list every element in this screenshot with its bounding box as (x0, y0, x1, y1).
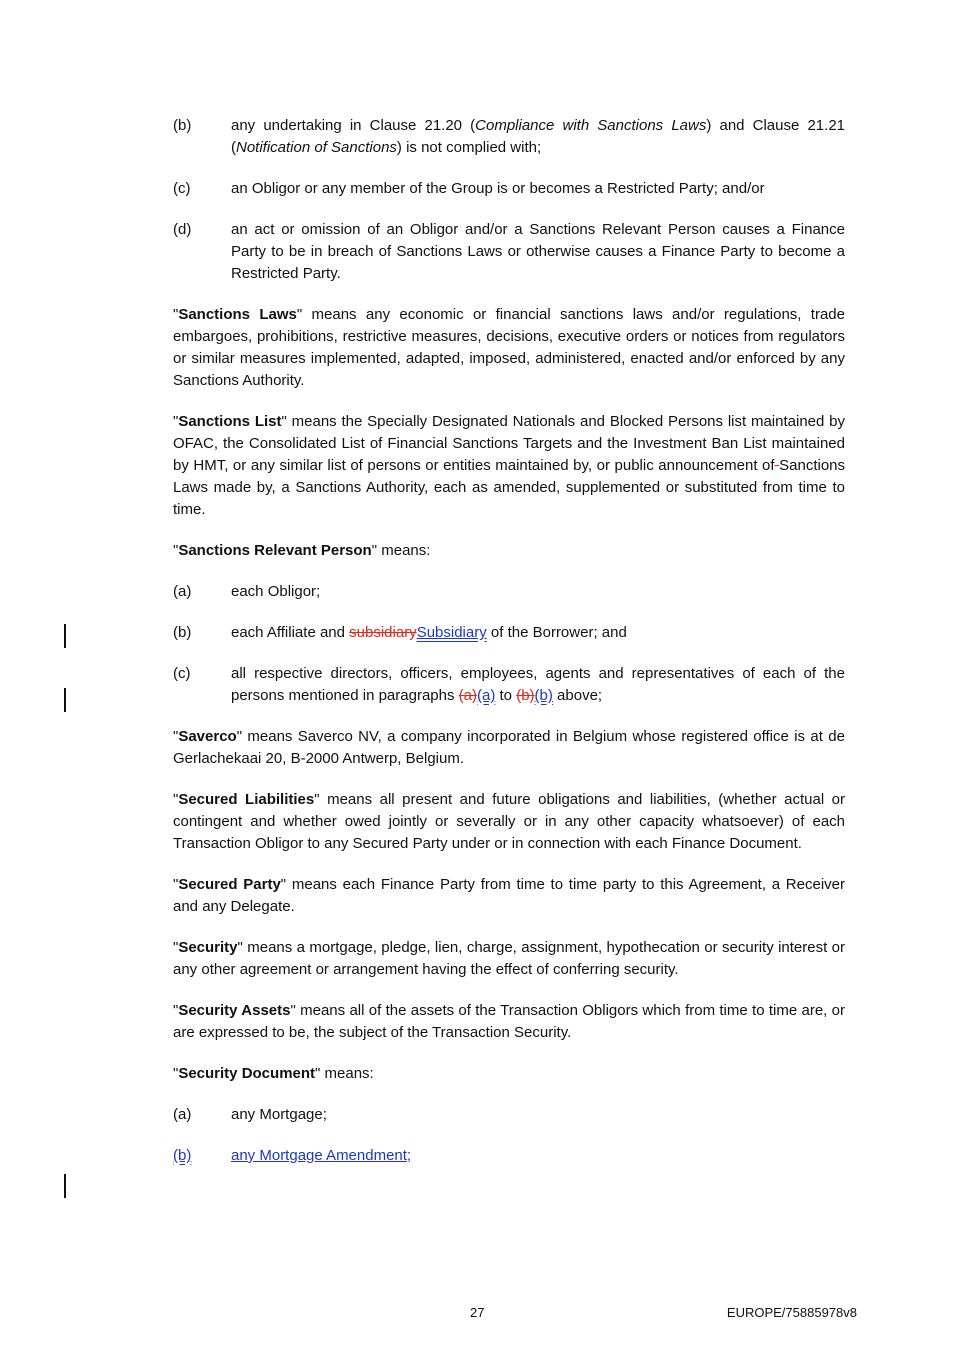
list-item: (b) any undertaking in Clause 21.20 (Compliance with Sanctions Laws) and Clause 21.21 (Notification of Sanctions) is not complied with; (173, 117, 845, 156)
list-item: (c) all respective directors, officers, employees, agents and representatives of each of the persons mentioned in paragraphs (a)(a) to (b)(b) above; (173, 665, 845, 704)
defined-term: Sanctions Relevant Person (178, 542, 372, 559)
defined-term: Security (178, 939, 238, 956)
definition-security: "Security" means a mortgage, pledge, lien, charge, assignment, hypothecation or security interest or any other agreement or arrangement having the effect of conferring security. (173, 939, 845, 978)
document-body (173, 115, 845, 1186)
list-item: (b) each Affiliate and subsidiarySubsidiary of the Borrower; and (173, 622, 845, 644)
definition-sanctions-list: "Sanctions List" means the Specially Designated Nationals and Blocked Persons list maintained by OFAC, the Consolidated List of Financial Sanctions Targets and the Investment Ban List maintained by HMT, or any similar list of persons or entities maintained by, or public announcement of Sanctions Laws made by, a Sanctions Authority, each as amended, supplemented or substituted from time to time. (173, 413, 846, 518)
item-label: (b) (173, 1147, 192, 1164)
list-item (173, 1145, 845, 1167)
list-item: (a) any Mortgage; (173, 1104, 845, 1126)
change-bar (64, 624, 66, 648)
inserted-text: any Mortgage Amendment; (231, 1147, 412, 1164)
deleted-text: (a) (458, 687, 477, 704)
defined-term: Secured Liabilities (178, 791, 315, 808)
item-label: (b) (173, 624, 192, 641)
page-number: 27 (470, 1305, 485, 1320)
document-reference: EUROPE/75885978v8 (726, 1305, 857, 1320)
item-label: (b) (173, 117, 192, 134)
list-item: (a) each Obligor; (173, 581, 845, 603)
inserted-text: (b) (534, 687, 553, 704)
item-label: (c) (173, 665, 191, 682)
definition-sanctions-relevant-person: "Sanctions Relevant Person" means: (173, 542, 431, 559)
change-bar (64, 688, 66, 712)
inserted-text: Subsidiary (416, 624, 487, 641)
defined-term: Sanctions List (178, 413, 282, 430)
list-item: (d) an act or omission of an Obligor and/or a Sanctions Relevant Person causes a Finance Party to be in breach of Sanctions Laws or otherwise causes a Finance Party to become a Restricted Party. (173, 221, 845, 282)
defined-term: Security Assets (178, 1002, 291, 1019)
definition-security-document: "Security Document" means: (173, 1065, 374, 1082)
change-bar (64, 1174, 66, 1198)
item-label: (c) (173, 180, 191, 197)
defined-term: Saverco (178, 728, 237, 745)
definition-security-assets: "Security Assets" means all of the assets of the Transaction Obligors which from time to time are, or are expressed to be, the subject of the Transaction Security. (173, 1002, 845, 1041)
deleted-text: subsidiary (349, 624, 417, 641)
definition-secured-liabilities: "Secured Liabilities" means all present and future obligations and liabilities, (whether actual or contingent and whether owed jointly or severally or in any other capacity whatsoever) of each Transaction Obligor to any Secured Party under or in connection with each Finance Document. (173, 791, 845, 852)
definition-secured-party: "Secured Party" means each Finance Party from time to time party to this Agreement, a Receiver and any Delegate. (173, 876, 845, 915)
definition-sanctions-laws: "Sanctions Laws" means any economic or financial sanctions laws and/or regulations, trade embargoes, prohibitions, restrictive measures, decisions, executive orders or notices from regulators or similar measures implemented, adapted, imposed, administered, enacted and/or enforced by any Sanctions Authority. (173, 306, 845, 389)
deleted-text: (b) (516, 687, 535, 704)
defined-term: Sanctions Laws (178, 306, 297, 323)
item-label: (a) (173, 1106, 192, 1123)
defined-term: Security Document (178, 1065, 316, 1082)
item-label: (a) (173, 583, 192, 600)
item-label: (d) (173, 221, 192, 238)
definition-saverco: "Saverco" means Saverco NV, a company incorporated in Belgium whose registered office is at de Gerlachekaai 20, B-2000 Antwerp, Belgium. (173, 728, 845, 767)
list-item: (c) an Obligor or any member of the Group is or becomes a Restricted Party; and/or (173, 178, 845, 200)
defined-term: Secured Party (178, 876, 281, 893)
inserted-text: (a) (477, 687, 496, 704)
